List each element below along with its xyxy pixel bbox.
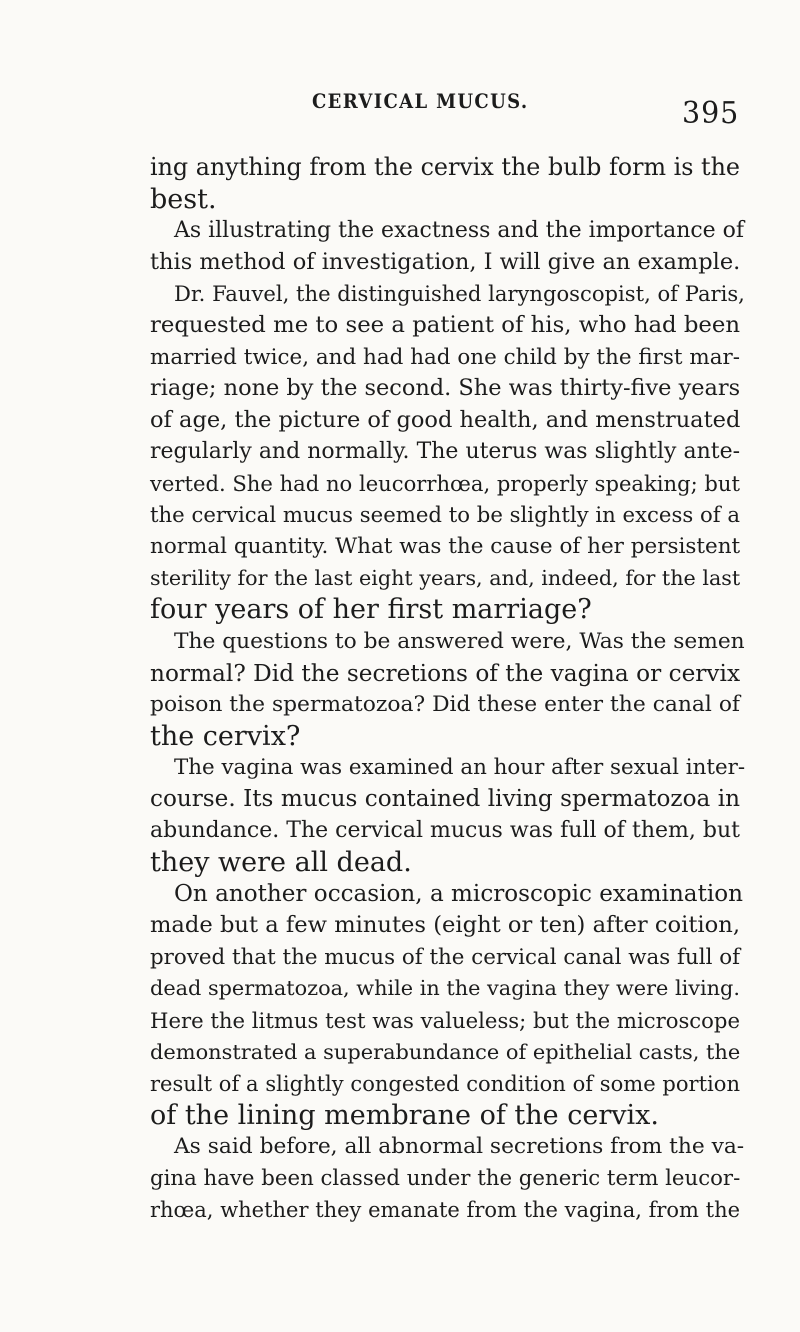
text-line: requested me to see a patient of his, who had been [150,311,740,338]
text-line: abundance. The cervical mucus was full of them, but [150,818,740,844]
text-line: As said before, all abnormal secretions from the va- [174,1134,745,1160]
text-line: normal? Did the secretions of the vagina or cervix [150,659,741,687]
text-line: The vagina was examined an hour after sexual inter- [174,755,746,781]
text-line: of the lining membrane of the cervix. [150,1099,659,1131]
text-line: rhœa, whether they emanate from the vagina, from the [150,1197,740,1222]
text-line: Dr. Fauvel, the distinguished laryngoscopist, of Paris, [174,281,745,307]
text-line: riage; none by the second. She was thirty-five years [150,375,741,402]
text-line: made but a few minutes (eight or ten) after coition, [150,912,740,939]
text-line: regularly and normally. The uterus was slightly ante- [150,439,740,465]
text-line: married twice, and had had one child by the first mar- [150,344,740,370]
text-line: gina have been classed under the generic term leucor- [150,1166,741,1191]
page-number: 395 [682,96,740,131]
text-line: normal quantity. What was the cause of her persistent [150,534,741,560]
text-line: proved that the mucus of the cervical canal was full of [150,944,740,970]
text-line: ing anything from the cervix the bulb form is the [150,153,740,181]
text-line: four years of her first marriage? [150,594,592,626]
text-line: verted. She had no leucorrhœa, properly speaking; but [150,470,740,496]
text-line: the cervical mucus seemed to be slightly in excess of a [150,502,740,528]
text-line: Here the litmus test was valueless; but the microscope [150,1008,740,1034]
text-line: of age, the picture of good health, and menstruated [150,406,741,433]
text-line: As illustrating the exactness and the importance of [174,218,744,244]
text-line: sterility for the last eight years, and, indeed, for the last [150,565,741,590]
text-line: the cervix? [150,720,301,752]
text-line: demonstrated a superabundance of epithelial casts, the [150,1039,741,1064]
text-line: this method of investigation, I will give an example. [150,248,741,275]
text-line: they were all dead. [150,847,412,879]
running-title: CERVICAL MUCUS. [312,89,529,113]
text-line: dead spermatozoa, while in the vagina they were living. [150,976,740,1001]
body-text [150,152,746,1226]
text-line: On another occasion, a microscopic examination [174,880,743,907]
text-line: poison the spermatozoa? Did these enter the canal of [150,692,740,718]
text-line: result of a slightly congested condition of some portion [150,1071,740,1097]
text-line: course. Its mucus contained living spermatozoa in [150,785,740,812]
text-line: The questions to be answered were, Was the semen [174,628,745,654]
text-line: best. [150,183,217,215]
